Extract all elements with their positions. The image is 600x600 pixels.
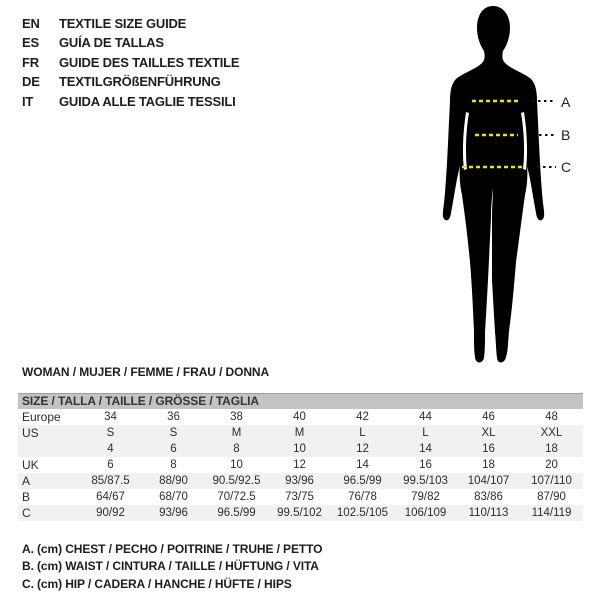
table-row [18,457,583,473]
size-value-cell: 40 [293,411,306,423]
row-label: Europe [22,410,61,424]
size-value-cell: 46 [482,411,495,423]
size-value-cell: 93/96 [159,507,188,519]
size-value-cell: 73/75 [285,491,314,503]
language-guide-row [22,53,239,72]
size-value-cell: 104/107 [467,475,510,487]
size-value-cell: 99.5/103 [403,475,448,487]
size-value-cell: 6 [170,443,177,455]
size-value-cell: M [231,427,242,439]
language-guide-list [22,14,239,111]
size-value-cell: 64/67 [96,491,125,503]
size-value-cell: 106/109 [404,507,447,519]
size-value-cell: 90.5/92.5 [212,475,261,487]
size-value-cell: 8 [233,443,240,455]
size-value-cell: 68/70 [159,491,188,503]
row-label: UK [22,458,39,472]
size-value-cell: 85/87.5 [91,475,130,487]
size-value-cell: 102.5/105 [336,507,389,519]
size-value-cell: M [294,427,305,439]
size-value-cell: 96.5/99 [343,475,382,487]
size-value-cell: L [422,427,429,439]
language-guide-row [22,33,239,52]
legend-line: B. (cm) WAIST / CINTURA / TAILLE / HÜFTUNG / VITA [22,559,319,574]
size-value-cell: 8 [170,459,177,471]
size-table [18,393,583,521]
language-code: EN [22,16,40,31]
measure-legend [22,541,322,593]
size-value-cell: 83/86 [474,491,503,503]
size-value-cell: 14 [419,443,432,455]
size-value-cell: 70/72.5 [217,491,256,503]
size-value-cell: L [359,427,366,439]
size-value-cell: 90/92 [96,507,125,519]
size-table-body [18,409,583,521]
size-value-cell: 88/90 [159,475,188,487]
size-value-cell: 48 [545,411,558,423]
size-value-cell: XL [481,427,496,439]
size-value-cell: 16 [482,443,495,455]
table-row [18,505,583,521]
legend-line: C. (cm) HIP / CADERA / HANCHE / HÜFTE / HIPS [22,576,292,591]
guide-title-text: TEXTILGRÖßENFÜHRUNG [59,74,221,90]
size-value-cell: 6 [107,459,114,471]
section-title-woman: WOMAN / MUJER / FEMME / FRAU / DONNA [22,365,270,379]
size-value-cell: 10 [230,459,243,471]
marker-label-hip: C [561,159,572,175]
row-label: A [22,474,31,488]
size-table-header: SIZE / TALLA / TAILLE / GRÖSSE / TAGLIA [18,393,583,409]
language-guide-row [22,14,239,33]
language-code: FR [22,54,39,70]
guide-title-text: GUIDE DES TAILLES TEXTILE [59,54,240,70]
size-value-cell: 12 [356,443,369,455]
table-row [18,425,583,441]
silhouette-path [443,6,544,362]
size-value-cell: 18 [482,459,495,471]
row-label: B [22,490,31,504]
size-value-cell: 44 [419,411,432,423]
size-value-cell: 76/78 [348,491,377,503]
size-value-cell: 79/82 [411,491,440,503]
size-value-cell: 10 [293,443,306,455]
size-value-cell: 107/110 [531,475,572,487]
size-value-cell: 110/113 [468,507,509,519]
size-value-cell: 20 [545,459,558,471]
size-value-cell: 38 [230,411,243,423]
guide-title-text: GUIDA ALLE TAGLIE TESSILI [59,93,236,109]
size-value-cell: 18 [545,443,558,455]
size-value-cell: 114/119 [531,507,572,519]
woman-silhouette-figure [410,0,600,380]
language-code: ES [22,35,39,51]
guide-title-text: GUÍA DE TALLAS [59,35,164,51]
table-row [18,489,583,505]
size-value-cell: 99.5/102 [277,507,322,519]
marker-label-waist: B [561,127,571,143]
guide-title-text: TEXTILE SIZE GUIDE [59,16,187,31]
size-value-cell: 42 [356,411,369,423]
size-value-cell: 4 [107,443,114,455]
size-value-cell: 14 [356,459,369,471]
table-row [18,409,583,425]
legend-line: A. (cm) CHEST / PECHO / POITRINE / TRUHE / PETTO [22,542,323,556]
size-value-cell: S [106,427,115,439]
size-value-cell: 36 [167,411,180,423]
table-row [18,441,583,457]
row-label: US [22,426,39,440]
size-value-cell: 12 [293,459,306,471]
table-row [18,473,583,489]
size-value-cell: 96.5/99 [217,507,256,519]
woman-silhouette-icon [410,0,600,380]
size-value-cell: 16 [419,459,432,471]
language-guide-row [22,72,239,91]
language-code: DE [22,74,40,90]
size-value-cell: 87/90 [537,491,566,503]
size-value-cell: 34 [104,411,117,423]
size-value-cell: S [169,427,178,439]
size-value-cell: 93/96 [285,475,314,487]
size-value-cell: XXL [540,427,563,439]
marker-label-chest: A [561,94,571,110]
row-label: C [22,506,31,520]
language-code: IT [22,93,34,109]
language-guide-row [22,92,239,111]
